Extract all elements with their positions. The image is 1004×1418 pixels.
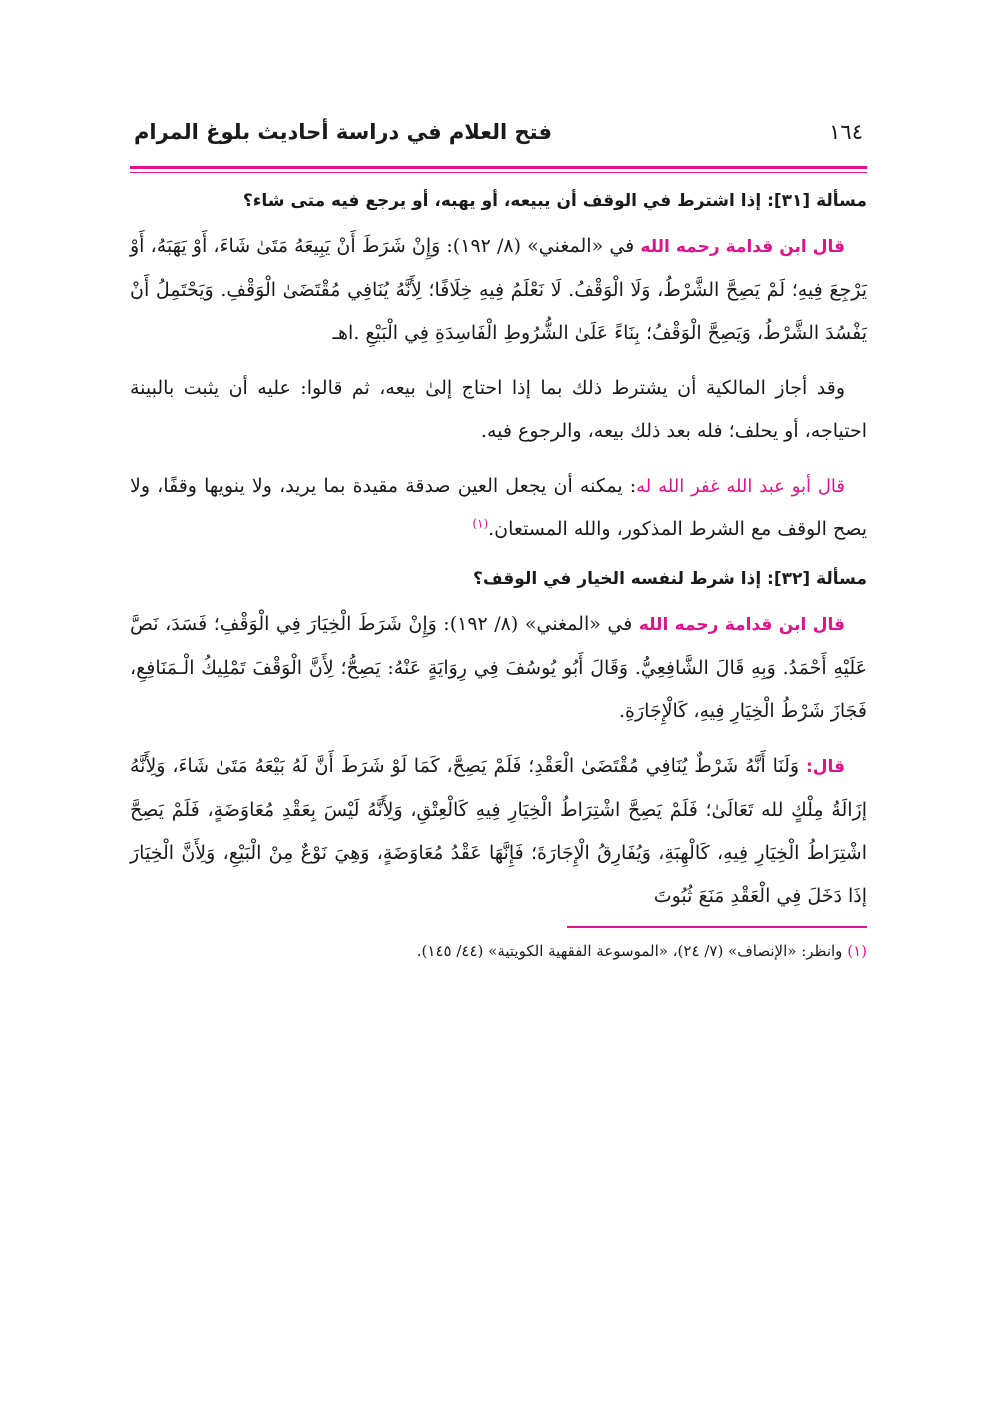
ibn-qudama-quote-32 <box>130 603 867 733</box>
speaker-author: قال أبو عبد الله غفر الله له <box>636 476 845 497</box>
issue-31-title: مسألة [٣١]: إذا اشترط في الوقف أن يبيعه، أو يهبه، أو يرجع فيه متى شاء؟ <box>242 191 867 211</box>
footnote <box>130 942 867 960</box>
quote-text: في «المغني» (٨/ ١٩٢): وَإِنْ شَرَطَ أَنْ يَبِيعَهُ مَتَىٰ شَاءَ، أَوْ يَهَبَهُ، أَوْ يَرْجِعَ فِيهِ؛ لَمْ يَصِحَّ الشَّرْطُ، وَلَا الْوَقْفُ. لَا نَعْلَمُ فِيهِ خِلَافًا؛ لِأَنَّهُ يُنَافِي مُقْتَضَىٰ الْوَقْفِ. وَيَحْتَمِلُ أَنْ يَفْسُدَ الشَّرْطُ، وَيَصِحَّ الْوَقْفُ؛ بِنَاءً عَلَىٰ الشُّرُوطِ الْفَاسِدَةِ فِي الْبَيْعِ .اهـ <box>130 235 867 344</box>
book-page <box>130 120 867 960</box>
page-number: ١٦٤ <box>829 120 863 144</box>
reply-text: وَلَنَا أَنَّهُ شَرْطٌ يُنَافِي مُقْتَضَىٰ الْعَقْدِ؛ فَلَمْ يَصِحَّ، كَمَا لَوْ شَرَطَ أَنَّ لَهُ بَيْعَهُ مَتَىٰ شَاءَ، وَلِأَنَّهُ إزَالَةُ مِلْكٍ لله تَعَالَىٰ؛ فَلَمْ يَصِحَّ اشْتِرَاطُ الْخِيَارِ فِيهِ كَالْعِتْقِ، وَلِأَنَّهُ لَيْسَ بِعَقْدِ مُعَاوَضَةٍ، فَلَمْ يَصِحَّ اشْتِرَاطُ الْخِيَارِ فِيهِ، كَالْهِبَةِ، وَيُفَارِقُ الْإِجَارَةَ؛ فَإِنَّهَا عَقْدُ مُعَاوَضَةٍ، وَهِيَ نَوْعٌ مِنْ الْبَيْعِ، وَلِأَنَّ الْخِيَارَ إذَا دَخَلَ فِي الْعَقْدِ مَنَعَ ثُبُوتَ <box>130 755 867 907</box>
footnote-separator <box>567 926 867 928</box>
footnote-reference[interactable]: (١) <box>472 516 489 531</box>
book-title: فتح العلام في دراسة أحاديث بلوغ المرام <box>134 120 552 144</box>
header-rule-thin <box>130 172 867 173</box>
author-comment <box>130 465 867 551</box>
maliki-opinion: وقد أجاز المالكية أن يشترط ذلك بما إذا احتاج إلىٰ بيعه، ثم قالوا: عليه أن يثبت بالبينة احتياجه، أو يحلف؛ فله بعد ذلك بيعه، والرجوع فيه. <box>130 377 867 442</box>
footnote-number: (١) <box>847 942 867 960</box>
speaker-ibn-qudama: قال ابن قدامة رحمه الله <box>638 615 845 635</box>
author-comment-text: : يمكنه أن يجعل العين صدقة مقيدة بما يريد، ولا ينويها وقفًا، ولا يصح الوقف مع الشرط المذكور، والله المستعان. <box>130 475 867 540</box>
quote-text: في «المغني» (٨/ ١٩٢): وَإِنْ شَرَطَ الْخِيَارَ فِي الْوَقْفِ؛ فَسَدَ، نَصَّ عَلَيْهِ أَحْمَدُ. وَبِهِ قَالَ الشَّافِعِيُّ. وَقَالَ أَبُو يُوسُفَ فِي رِوَايَةٍ عَنْهُ: يَصِحُّ؛ لِأَنَّ الْوَقْفَ تَمْلِيكُ الْـمَنَافِعِ، فَجَازَ شَرْطُ الْخِيَارِ فِيهِ، كَالْإِجَارَةِ. <box>130 613 867 722</box>
ibn-qudama-quote-31 <box>130 225 867 355</box>
speaker-qala: قال: <box>805 757 846 777</box>
speaker-ibn-qudama: قال ابن قدامة رحمه الله <box>640 237 846 257</box>
issue-32-title: مسألة [٣٢]: إذا شرط لنفسه الخيار في الوقف؟ <box>473 569 867 589</box>
page-header <box>130 120 867 166</box>
footnote-text: وانظر: «الإنصاف» (٧/ ٢٤)، «الموسوعة الفقهية الكويتية» (٤٤/ ١٤٥). <box>416 942 843 960</box>
header-rule-thick <box>130 166 867 169</box>
ibn-qudama-reply <box>130 745 867 918</box>
